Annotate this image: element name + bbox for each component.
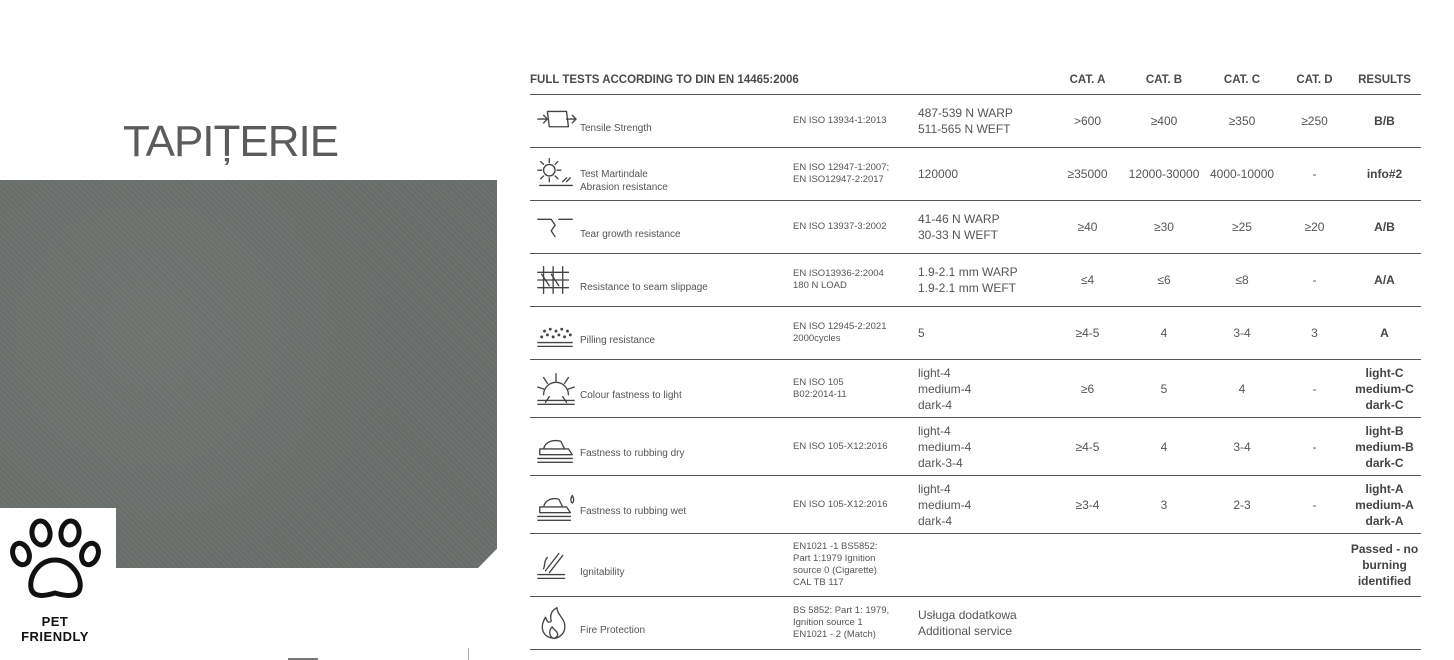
cat-a-value (1050, 597, 1125, 650)
test-value-line: medium-4 (918, 381, 972, 396)
test-name (580, 254, 793, 307)
table-row (530, 148, 1421, 201)
cat-d-value (1281, 534, 1348, 597)
test-value-line: 120000 (918, 167, 959, 181)
tensile-strength-icon (534, 101, 578, 141)
test-standard-line: 180 N LOAD (793, 280, 847, 291)
cat-b-value (1125, 534, 1203, 597)
test-name (580, 148, 793, 201)
test-standard-line: EN1021 -1 BS5852: (793, 541, 878, 552)
test-name (580, 360, 793, 418)
rubbing-dry-icon (534, 427, 578, 467)
test-standard (793, 201, 918, 254)
cat-a-value: ≤4 (1050, 254, 1125, 307)
test-standard-line: BS 5852: Part 1: 1979, (793, 605, 890, 616)
row-icon-cell (530, 476, 580, 534)
test-standard-line: B02:2014-11 (793, 388, 847, 400)
test-standard (793, 476, 918, 534)
cat-b-value (1125, 597, 1203, 650)
header-cat-b: CAT. B (1125, 66, 1203, 95)
test-name-line: Fire Protection (580, 624, 646, 636)
test-value-line: 487-539 N WARP (918, 106, 1013, 120)
cat-b-value: 4 (1125, 418, 1203, 476)
cat-c-value: 3-4 (1203, 418, 1281, 476)
test-standard-line: EN ISO12947-2:2017 (793, 174, 884, 185)
test-standard-line: EN ISO 105 (793, 376, 844, 388)
test-name-line: Abrasion resistance (580, 182, 668, 193)
cat-a-value: ≥3-4 (1050, 476, 1125, 534)
test-value-line: light-4 (918, 481, 951, 496)
rubbing-wet-icon (534, 485, 578, 525)
cat-d-value: - (1281, 360, 1348, 418)
page-title: TAPIȚERIE (123, 117, 339, 166)
cat-d-value: - (1281, 418, 1348, 476)
row-icon-cell (530, 418, 580, 476)
test-standard-line: Part 1:1979 Ignition (793, 553, 876, 564)
cat-b-value: 5 (1125, 360, 1203, 418)
cat-d-value (1281, 597, 1348, 650)
test-value-line: medium-4 (918, 497, 972, 512)
test-value-line: light-4 (918, 365, 951, 380)
ignitability-icon (534, 545, 578, 585)
cat-c-value: ≥350 (1203, 95, 1281, 148)
result-value-line: B/B (1374, 114, 1395, 128)
cat-a-value: ≥35000 (1050, 148, 1125, 201)
cat-a-value: ≥4-5 (1050, 307, 1125, 360)
test-standard (793, 307, 918, 360)
martindale-abrasion-icon (534, 154, 578, 194)
result-value-line: identified (1357, 574, 1412, 588)
test-standard-line: EN ISO 12945-2:2021 (793, 321, 887, 332)
table-row (530, 418, 1421, 476)
result-value-line: medium-B (1355, 439, 1414, 454)
test-name (580, 95, 793, 148)
test-value (918, 534, 1050, 597)
test-name (580, 418, 793, 476)
test-value (918, 476, 1050, 534)
table-row (530, 201, 1421, 254)
fire-protection-icon (534, 603, 578, 643)
result-value (1348, 307, 1421, 360)
test-standard (793, 597, 918, 650)
test-name-line: Pilling resistance (580, 334, 656, 346)
test-value (918, 201, 1050, 254)
test-value-line: 1.9-2.1 mm WEFT (918, 281, 1017, 295)
test-standard-line: source 0 (Cigarette) (793, 565, 877, 576)
table-row (530, 254, 1421, 307)
test-value-line: 41-46 N WARP (918, 212, 1000, 226)
result-value-line: light-A (1365, 481, 1404, 496)
test-results-table (530, 66, 1421, 650)
header-cat-a: CAT. A (1050, 66, 1125, 95)
result-value (1348, 476, 1421, 534)
row-icon-cell (530, 307, 580, 360)
result-value-line: dark-A (1365, 513, 1404, 528)
test-standard-line: EN ISO 105-X12:2016 (793, 498, 888, 510)
test-value-line: dark-4 (918, 397, 953, 412)
table-header-row (530, 66, 1421, 95)
table-row (530, 597, 1421, 650)
test-value (918, 360, 1050, 418)
cat-a-value: ≥40 (1050, 201, 1125, 254)
table-title: FULL TESTS ACCORDING TO DIN EN 14465:2006 (530, 66, 1050, 95)
row-icon-cell (530, 360, 580, 418)
divider (468, 648, 469, 660)
row-icon-cell (530, 597, 580, 650)
test-value-line: Usługa dodatkowa (918, 608, 1017, 622)
test-name-line: Resistance to seam slippage (580, 281, 708, 293)
cat-a-value (1050, 534, 1125, 597)
row-icon-cell (530, 534, 580, 597)
test-value (918, 307, 1050, 360)
cat-c-value: 3-4 (1203, 307, 1281, 360)
table-row (530, 534, 1421, 597)
test-name (580, 201, 793, 254)
test-standard-line: EN ISO 105-X12:2016 (793, 440, 888, 452)
test-name-line: Fastness to rubbing dry (580, 448, 685, 459)
header-cat-d: CAT. D (1281, 66, 1348, 95)
result-value-line: light-B (1365, 423, 1404, 438)
test-value-line: dark-4 (918, 513, 953, 528)
result-value-line: info#2 (1366, 167, 1403, 181)
test-standard-line: EN ISO 12947-1:2007; (793, 162, 890, 173)
test-standard-line: CAL TB 117 (793, 577, 844, 588)
paw-icon (9, 518, 103, 602)
result-value (1348, 148, 1421, 201)
test-standard (793, 360, 918, 418)
test-standard-line: Ignition source 1 (793, 617, 863, 628)
table-row (530, 476, 1421, 534)
pet-friendly-label (0, 614, 110, 644)
cat-b-value: 4 (1125, 307, 1203, 360)
result-value-line: dark-C (1365, 397, 1404, 412)
cat-c-value: 4000-10000 (1203, 148, 1281, 201)
test-name (580, 597, 793, 650)
test-value (918, 597, 1050, 650)
row-icon-cell (530, 254, 580, 307)
light-fastness-icon (534, 369, 578, 409)
table-body (530, 95, 1421, 650)
test-standard-line: EN ISO 13937-3:2002 (793, 221, 887, 232)
test-value-line: 511-565 N WEFT (918, 122, 1011, 136)
table-row (530, 307, 1421, 360)
test-name-line: Colour fastness to light (580, 390, 682, 401)
cat-c-value: ≤8 (1203, 254, 1281, 307)
cat-b-value: ≥400 (1125, 95, 1203, 148)
test-value (918, 254, 1050, 307)
test-name-line: Tensile Strength (580, 122, 652, 134)
row-icon-cell (530, 95, 580, 148)
test-name (580, 476, 793, 534)
result-value (1348, 95, 1421, 148)
cat-c-value: 2-3 (1203, 476, 1281, 534)
header-results: RESULTS (1348, 66, 1421, 95)
pilling-icon (534, 313, 578, 353)
pet-label-line-2: FRIENDLY (21, 629, 89, 644)
test-value-line: 5 (918, 326, 925, 340)
result-value-line: A (1380, 326, 1389, 340)
result-value-line: burning (1362, 558, 1407, 572)
cat-c-value (1203, 534, 1281, 597)
table-row (530, 360, 1421, 418)
test-standard-line: EN ISO13936-2:2004 (793, 268, 884, 279)
cat-c-value: ≥25 (1203, 201, 1281, 254)
cat-c-value: 4 (1203, 360, 1281, 418)
result-value (1348, 418, 1421, 476)
test-value-line: Additional service (918, 624, 1013, 638)
seam-slippage-icon (534, 260, 578, 300)
cat-a-value: ≥6 (1050, 360, 1125, 418)
cat-d-value: ≥250 (1281, 95, 1348, 148)
test-value-line: 30-33 N WEFT (918, 228, 999, 242)
result-value-line: light-C (1365, 365, 1404, 380)
test-value-line: 1.9-2.1 mm WARP (918, 265, 1018, 279)
result-value-line: A/A (1374, 273, 1395, 287)
header-cat-c: CAT. C (1203, 66, 1281, 95)
test-value (918, 148, 1050, 201)
test-standard (793, 254, 918, 307)
test-standard (793, 534, 918, 597)
pet-label-line-1: PET (41, 614, 69, 629)
test-standard (793, 418, 918, 476)
cat-d-value: - (1281, 254, 1348, 307)
cat-d-value: - (1281, 476, 1348, 534)
result-value-line: medium-A (1355, 497, 1414, 512)
result-value (1348, 254, 1421, 307)
test-name-line: Tear growth resistance (580, 228, 681, 240)
test-value-line: light-4 (918, 423, 951, 438)
result-value-line: A/B (1374, 220, 1395, 234)
test-standard (793, 95, 918, 148)
test-results-table-wrap (530, 66, 1421, 650)
cat-b-value: 3 (1125, 476, 1203, 534)
test-standard-line: EN ISO 13934-1:2013 (793, 115, 887, 126)
result-value-line: dark-C (1365, 455, 1404, 470)
row-icon-cell (530, 201, 580, 254)
tear-growth-icon (534, 207, 578, 247)
test-standard-line: EN1021 - 2 (Match) (793, 629, 876, 640)
test-value (918, 418, 1050, 476)
test-name-line: Ignitability (580, 566, 625, 578)
test-value (918, 95, 1050, 148)
test-standard (793, 148, 918, 201)
result-value (1348, 534, 1421, 597)
test-name-line: Fastness to rubbing wet (580, 506, 687, 517)
cat-d-value: 3 (1281, 307, 1348, 360)
cat-d-value: ≥20 (1281, 201, 1348, 254)
cat-d-value: - (1281, 148, 1348, 201)
result-value (1348, 597, 1421, 650)
test-name (580, 307, 793, 360)
test-value-line: medium-4 (918, 439, 972, 454)
cat-a-value: >600 (1050, 95, 1125, 148)
result-value-line: medium-C (1355, 381, 1414, 396)
table-row (530, 95, 1421, 148)
test-name-line: Test Martindale (580, 169, 648, 180)
cat-b-value: ≤6 (1125, 254, 1203, 307)
cat-a-value: ≥4-5 (1050, 418, 1125, 476)
test-standard-line: 2000cycles (793, 333, 841, 344)
row-icon-cell (530, 148, 580, 201)
result-value-line: Passed - no (1350, 542, 1419, 556)
test-name (580, 534, 793, 597)
result-value (1348, 360, 1421, 418)
cat-b-value: ≥30 (1125, 201, 1203, 254)
result-value (1348, 201, 1421, 254)
cat-b-value: 12000-30000 (1125, 148, 1203, 201)
test-value-line: dark-3-4 (918, 455, 963, 470)
cat-c-value (1203, 597, 1281, 650)
